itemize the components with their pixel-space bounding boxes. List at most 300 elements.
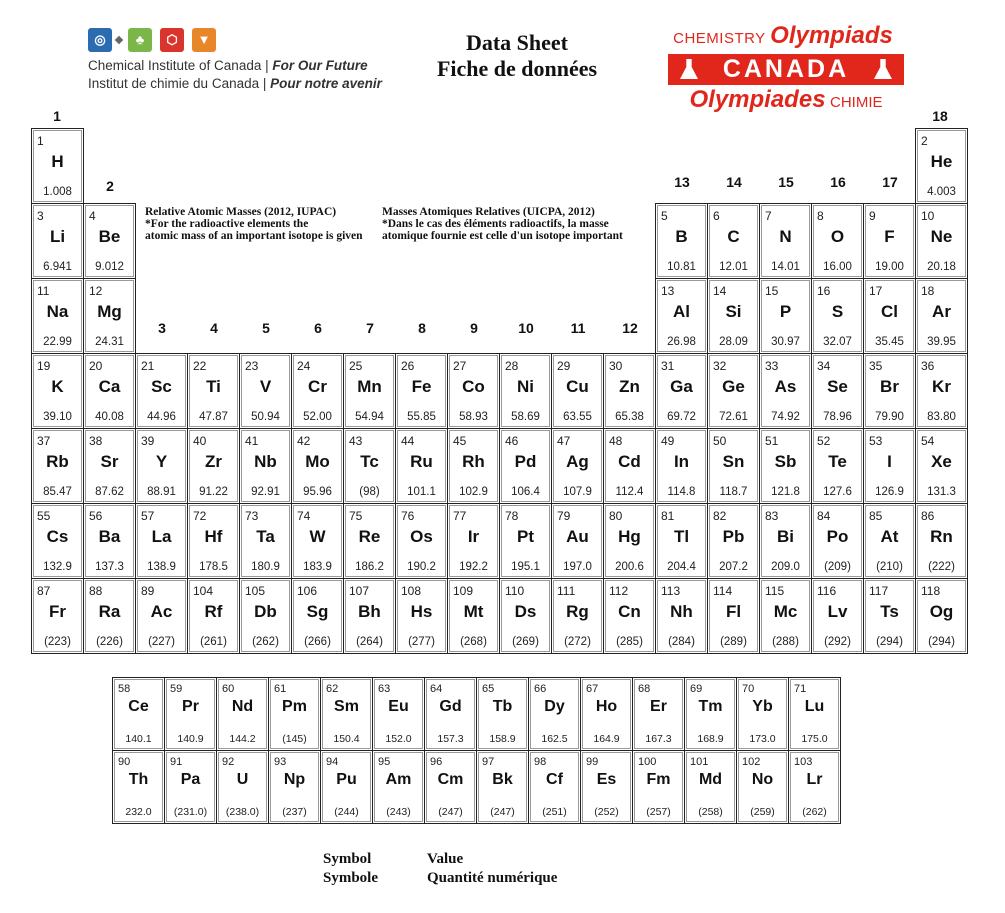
atomic-mass: 192.2 [459,561,488,573]
atomic-mass: (231.0) [173,806,208,818]
element-symbol: Tc [360,452,379,471]
note-en [145,206,363,242]
atomic-number: 98 [534,756,547,768]
element-symbol: Bi [777,527,794,546]
element-symbol: S [831,302,844,321]
atomic-number: 50 [713,434,727,448]
atomic-mass: 22.99 [43,336,72,348]
atomic-number: 55 [37,509,51,523]
atomic-number: 102 [742,756,761,768]
element-symbol: Db [254,602,277,621]
atomic-mass: 92.91 [251,486,280,498]
atomic-mass: 118.7 [719,486,748,498]
element-symbol: La [151,527,172,546]
element-cell [915,278,968,354]
atomic-mass: (294) [928,636,955,648]
element-symbol: Ba [98,527,121,546]
element-symbol: In [673,452,690,471]
element-cell [395,353,448,429]
atomic-number: 111 [557,584,576,598]
lanthanide-cell [372,677,425,751]
cic-name-en: Chemical Institute of Canada [88,58,262,73]
actinide-cell [424,750,477,824]
atomic-number: 80 [609,509,623,523]
atomic-number: 36 [921,359,935,373]
element-cell [83,278,136,354]
legend-value-en: Value [427,851,464,867]
olympiad-top-small: CHEMISTRY [673,30,766,47]
lanthanide-cell [736,677,789,751]
atomic-mass: (238.0) [225,806,260,818]
atomic-mass: 50.94 [251,411,280,423]
element-cell [915,428,968,504]
atomic-number: 68 [638,683,651,695]
element-cell [395,503,448,579]
atomic-mass: 168.9 [697,733,724,745]
element-cell [343,428,396,504]
element-symbol: Be [98,227,121,246]
element-cell [187,578,240,654]
legend-value-fr: Quantité numérique [427,870,558,886]
element-symbol: Cs [46,527,69,546]
element-symbol: Rf [204,602,223,621]
group-label-8: 8 [418,320,426,336]
element-symbol: Og [929,602,954,621]
element-symbol: C [727,227,740,246]
atomic-number: 11 [37,284,50,298]
atomic-mass: 35.45 [875,336,904,348]
atomic-number: 49 [661,434,675,448]
note-en-line1: *For the radioactive elements the [145,218,309,230]
atomic-number: 2 [921,134,928,148]
atomic-number: 95 [378,756,391,768]
element-symbol: Cu [566,377,589,396]
element-symbol: Nd [231,698,254,715]
element-cell [551,428,604,504]
element-symbol: Pm [282,698,307,715]
atomic-number: 64 [430,683,443,695]
atomic-mass: 24.31 [95,336,124,348]
atomic-mass: (227) [148,636,175,648]
element-cell [655,278,708,354]
atomic-number: 29 [557,359,571,373]
actinide-cell [736,750,789,824]
atomic-mass: 178.5 [199,561,228,573]
atomic-mass: 101.1 [407,486,436,498]
element-cell [811,278,864,354]
atomic-number: 96 [430,756,443,768]
element-symbol: Th [128,771,149,788]
element-cell [83,353,136,429]
element-symbol: Mo [305,452,330,471]
element-symbol: Cm [437,771,464,788]
atomic-number: 106 [297,584,318,598]
actinide-cell [788,750,841,824]
atomic-mass: 78.96 [823,411,852,423]
element-symbol: Ar [932,302,951,321]
element-symbol: Ta [256,527,275,546]
atomic-mass: 58.93 [459,411,488,423]
element-symbol: Kr [932,377,951,396]
atomic-mass: 40.08 [95,411,124,423]
cic-line-en: Chemical Institute of Canada | For Our Future [88,58,368,73]
element-symbol: Ho [595,698,618,715]
element-symbol: Ga [670,377,693,396]
lanthanide-cell [632,677,685,751]
group-label-2: 2 [106,178,114,194]
element-symbol: Ds [514,602,537,621]
element-symbol: Ti [206,377,221,396]
element-cell [83,203,136,279]
element-symbol: Am [385,771,412,788]
atomic-mass: 114.8 [667,486,696,498]
flask-icon [874,59,892,79]
atomic-mass: (268) [460,636,487,648]
atomic-number: 56 [89,509,103,523]
actinide-cell [164,750,217,824]
cic-logo [88,28,398,98]
group-label-17: 17 [882,174,898,190]
atomic-mass: 200.6 [615,561,644,573]
element-cell [811,353,864,429]
note-fr-line2: atomique fournie est celle d'un isotope important [382,230,623,242]
atomic-number: 13 [661,284,675,298]
atomic-mass: (210) [876,561,903,573]
atomic-mass: (259) [750,806,775,818]
element-symbol: Fr [49,602,66,621]
title-fr: Fiche de données [436,56,598,81]
element-symbol: Hs [410,602,433,621]
element-cell [239,353,292,429]
cic-tag-en: For Our Future [272,58,368,73]
atomic-number: 46 [505,434,519,448]
lanthanide-cell [580,677,633,751]
element-symbol: Zn [619,377,640,396]
element-symbol: Cf [546,771,563,788]
element-symbol: Mg [97,302,122,321]
element-symbol: Sm [334,698,359,715]
atomic-mass: 112.4 [615,486,644,498]
element-cell [395,578,448,654]
element-cell [551,578,604,654]
atomic-number: 83 [765,509,779,523]
atomic-mass: 58.69 [511,411,540,423]
atomic-mass: (292) [824,636,851,648]
element-symbol: Na [46,302,69,321]
atomic-mass: 55.85 [407,411,436,423]
group-label-11: 11 [570,320,586,336]
atomic-number: 8 [817,209,824,223]
element-symbol: Fl [725,602,742,621]
element-cell [83,503,136,579]
element-cell [31,278,84,354]
element-symbol: Lu [804,698,825,715]
atomic-mass: 72.61 [719,411,748,423]
note-en-title: Relative Atomic Masses (2012, IUPAC) [145,206,337,218]
atomic-number: 67 [586,683,599,695]
element-cell [863,203,916,279]
element-cell [811,428,864,504]
element-symbol: Bh [358,602,381,621]
flask-icon [680,59,698,79]
element-cell [707,578,760,654]
atomic-mass: (244) [334,806,359,818]
atomic-number: 73 [245,509,259,523]
element-cell [655,503,708,579]
atomic-number: 16 [817,284,831,298]
lanthanide-cell [216,677,269,751]
element-symbol: Hf [204,527,223,546]
group-label-3: 3 [158,320,166,336]
atomic-mass: 1.008 [43,186,72,198]
atomic-number: 26 [401,359,415,373]
olympiad-logo [668,20,908,112]
element-cell [759,353,812,429]
element-symbol: Gd [439,698,462,715]
element-symbol: Co [462,377,485,396]
atomic-mass: 127.6 [823,486,852,498]
atomic-number: 17 [869,284,883,298]
cic-line-fr: Institut de chimie du Canada | Pour notre avenir [88,76,382,91]
atomic-number: 89 [141,584,155,598]
atomic-number: 77 [453,509,467,523]
element-cell [343,503,396,579]
atomic-number: 110 [505,584,525,598]
atomic-number: 70 [742,683,755,695]
atomic-number: 44 [401,434,415,448]
atomic-number: 15 [765,284,779,298]
element-symbol: Fm [646,771,671,788]
group-label-5: 5 [262,320,270,336]
element-symbol: Os [410,527,433,546]
element-cell [31,428,84,504]
atomic-number: 57 [141,509,155,523]
atomic-mass: 32.07 [823,336,852,348]
lanthanide-cell [164,677,217,751]
atomic-mass: 175.0 [801,733,828,745]
atomic-mass: (145) [282,733,307,745]
element-symbol: He [930,152,953,171]
atomic-mass: 207.2 [719,561,748,573]
element-symbol: Dy [544,698,565,715]
element-cell [863,278,916,354]
atomic-number: 25 [349,359,363,373]
group-label-4: 4 [210,320,218,336]
element-symbol: B [675,227,688,246]
element-symbol: Tb [492,698,513,715]
atomic-number: 113 [661,584,681,598]
atomic-mass: 74.92 [771,411,800,423]
atomic-number: 115 [765,584,785,598]
atomic-number: 63 [378,683,391,695]
element-symbol: Ne [930,227,953,246]
atomic-number: 41 [245,434,259,448]
atomic-mass: 88.91 [147,486,176,498]
element-symbol: Rb [46,452,69,471]
atomic-number: 75 [349,509,363,523]
element-cell [915,503,968,579]
element-symbol: Sb [774,452,797,471]
element-cell [83,428,136,504]
element-cell [759,203,812,279]
olympiad-top [668,22,898,50]
atomic-mass: 28.09 [719,336,748,348]
element-cell [707,353,760,429]
element-cell [343,353,396,429]
element-symbol: Mc [773,602,798,621]
atomic-number: 86 [921,509,935,523]
atomic-number: 66 [534,683,547,695]
atomic-number: 27 [453,359,467,373]
group-label-15: 15 [778,174,794,190]
element-cell [187,503,240,579]
actinide-cell [476,750,529,824]
element-symbol: Ag [566,452,589,471]
atomic-mass: 126.9 [875,486,904,498]
cic-red-icon: ⬡ [160,28,184,52]
element-cell [655,428,708,504]
atomic-mass: 9.012 [95,261,124,273]
atomic-mass: 6.941 [43,261,72,273]
cic-blue-icon: ◎ [88,28,112,52]
atomic-number: 81 [661,509,675,523]
actinide-cell [112,750,165,824]
atomic-mass: 183.9 [303,561,332,573]
element-cell [915,353,968,429]
atomic-mass: 140.1 [125,733,152,745]
element-symbol: N [779,227,792,246]
atomic-number: 18 [921,284,935,298]
atomic-mass: 197.0 [563,561,592,573]
element-symbol: Pd [514,452,537,471]
element-symbol: Cd [618,452,641,471]
element-symbol: V [259,377,272,396]
atomic-mass: 121.8 [771,486,800,498]
atomic-number: 79 [557,509,571,523]
atomic-number: 69 [690,683,703,695]
cic-green-icon: ♣ [128,28,152,52]
atomic-number: 65 [482,683,495,695]
atomic-mass: (258) [698,806,723,818]
element-cell [31,203,84,279]
atomic-mass: (262) [252,636,279,648]
atomic-mass: 54.94 [355,411,384,423]
atomic-number: 52 [817,434,831,448]
atomic-mass: (289) [720,636,747,648]
atomic-number: 109 [453,584,474,598]
element-symbol: Ni [517,377,534,396]
atomic-number: 92 [222,756,235,768]
element-cell [759,278,812,354]
atomic-mass: 44.96 [147,411,176,423]
element-symbol: W [309,527,326,546]
atomic-number: 90 [118,756,131,768]
group-label-14: 14 [726,174,742,190]
element-symbol: Np [283,771,306,788]
atomic-mass: (261) [200,636,227,648]
atomic-mass: 132.9 [43,561,72,573]
element-symbol: Ts [880,602,899,621]
element-symbol: Md [698,771,723,788]
atomic-number: 35 [869,359,883,373]
atomic-number: 94 [326,756,339,768]
atomic-number: 45 [453,434,467,448]
element-symbol: Lr [806,771,823,788]
atomic-number: 88 [89,584,103,598]
note-fr-line1: *Dans le cas des éléments radioactifs, la masse [382,218,609,230]
element-symbol: Rg [566,602,589,621]
atomic-number: 5 [661,209,668,223]
element-cell [31,353,84,429]
legend-value [427,850,557,888]
group-label-12: 12 [622,320,638,336]
atomic-mass: 87.62 [95,486,124,498]
atomic-number: 78 [505,509,519,523]
page-title [412,30,622,82]
lanthanide-cell [268,677,321,751]
element-cell [31,128,84,204]
atomic-number: 39 [141,434,155,448]
actinide-cell [268,750,321,824]
element-cell [863,503,916,579]
element-symbol: Bk [492,771,513,788]
atomic-number: 101 [690,756,709,768]
atomic-number: 14 [713,284,727,298]
atomic-mass: 152.0 [385,733,412,745]
element-cell [135,353,188,429]
atomic-mass: (264) [356,636,383,648]
atomic-number: 60 [222,683,235,695]
atomic-mass: 63.55 [563,411,592,423]
element-symbol: Fe [411,377,432,396]
atomic-number: 4 [89,209,96,223]
group-label-16: 16 [830,174,846,190]
element-cell [499,578,552,654]
atomic-number: 84 [817,509,831,523]
element-symbol: Li [49,227,66,246]
element-symbol: Ru [410,452,433,471]
element-cell [291,428,344,504]
group-label-9: 9 [470,320,478,336]
element-symbol: Rn [930,527,953,546]
atomic-mass: 190.2 [407,561,436,573]
atomic-number: 76 [401,509,415,523]
element-symbol: Te [828,452,847,471]
element-cell [707,428,760,504]
element-symbol: Nh [670,602,693,621]
atomic-number: 116 [817,584,837,598]
element-symbol: P [779,302,792,321]
atomic-mass: 69.72 [667,411,696,423]
element-symbol: Cr [308,377,327,396]
element-cell [239,428,292,504]
lanthanide-cell [476,677,529,751]
element-symbol: F [884,227,895,246]
element-symbol: Tl [673,527,690,546]
atomic-number: 114 [713,584,733,598]
element-symbol: O [830,227,845,246]
atomic-number: 7 [765,209,772,223]
element-cell [31,578,84,654]
atomic-mass: 164.9 [593,733,620,745]
atomic-number: 117 [869,584,889,598]
lanthanide-cell [320,677,373,751]
atomic-number: 21 [141,359,155,373]
element-symbol: Ca [98,377,121,396]
atomic-mass: 95.96 [303,486,332,498]
element-cell [863,578,916,654]
atomic-number: 37 [37,434,51,448]
